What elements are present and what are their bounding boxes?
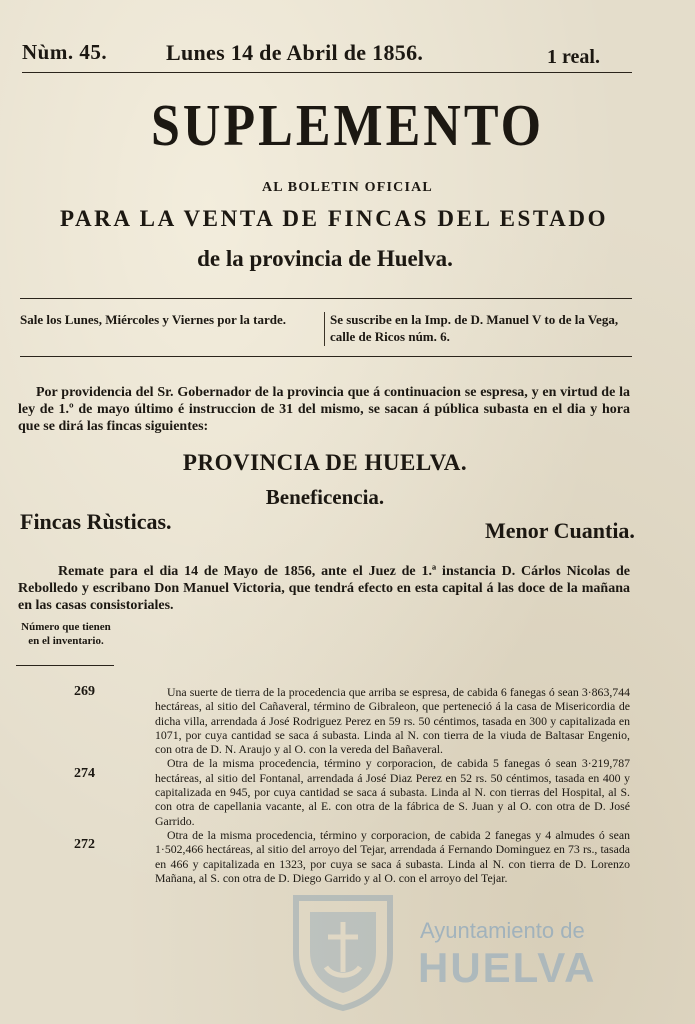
inventory-column-header: Número que tienen en el inventario.	[21, 621, 111, 647]
issue-date: Lunes 14 de Abril de 1856.	[166, 40, 424, 65]
info-divider	[324, 312, 325, 346]
lot-number: 272	[74, 837, 95, 852]
masthead-subtitle-2: PARA LA VENTA DE FINCAS DEL ESTADO	[60, 206, 609, 231]
subscription-info: Se suscribe en la Imp. de D. Manuel V to de la Vega, calle de Ricos núm. 6.	[330, 312, 619, 344]
issue-number: Nùm. 45.	[22, 40, 108, 64]
lot-number: 269	[74, 684, 95, 699]
lot-number: 274	[74, 766, 95, 781]
remate-paragraph: Remate para el dia 14 de Mayo de 1856, ante el Juez de 1.ª instancia D. Cárlos Nicolas de Rebolledo y escribano Don Manuel Victoria, que tendrá efecto en esta capital á las doce de la mañana en las casas consistoriales.	[18, 564, 630, 613]
masthead-subtitle-1: AL BOLETIN OFICIAL	[262, 180, 433, 195]
menor-cuantia-heading: Menor Cuantia.	[485, 518, 635, 543]
watermark-text-line2: HUELVA	[418, 944, 597, 991]
fincas-heading: Fincas Rùsticas.	[20, 509, 172, 534]
intro-paragraph: Por providencia del Sr. Gobernador de la provincia que á continuacion se espresa, y en virtud de la ley de 1.º de mayo último é instruccion de 31 del mismo, se sacan á pública subasta en el dia y hora que se dirá las fincas siguientes:	[18, 385, 630, 434]
lot-description: Otra de la misma procedencia, término y corporacion, de cabida 2 fanegas y 4 almudes ó sean 1·502,466 hectáreas, al sitio del arroyo del Tejar, arrendada á Fernando Dominguez en 73 rs., tasada en 466 y capitalizada en 1323, por cuya se saca á subasta. Linda al N. con tierra de D. Lorenzo Mañana, al S. con otra de D. Diego Garrido y al O. con el arroyo del Tejar.	[155, 827, 630, 885]
masthead-subtitle-3: de la provincia de Huelva.	[197, 246, 453, 271]
category-heading: Beneficencia.	[265, 485, 385, 509]
watermark-text-line1: Ayuntamiento de	[420, 918, 585, 943]
info-bottom-rule	[20, 356, 632, 357]
city-shield-icon	[288, 892, 398, 1012]
lot-entries	[155, 685, 630, 885]
info-top-rule	[20, 298, 632, 299]
lot-description: Una suerte de tierra de la procedencia que arriba se espresa, de cabida 6 fanegas ó sean 3·863,744 hectáreas, al sitio del Cañaveral, término de Gibraleon, que perteneció á la casa de Misericordia de dicha villa, arrendada á José Rodriguez Perez en 59 rs. 50 céntimos, tasada en 300 y capitalizada en 1071, por cuya cantidad se saca á subasta. Linda al N. con tierra de la viuda de Baltasar Engenio, con otra de D. N. Araujo y al O. con la vereda del Bañaveral.	[155, 685, 630, 757]
lot-description: Otra de la misma procedencia, término y corporacion, de cabida 5 fanegas ó sean 3·219,787 hectáreas, al sitio del Fontanal, arrendada á José Diaz Perez en 52 rs. 50 céntimos, tasada en 400 y capitalizada en 945, por cuya cantidad se saca á subasta. Linda al N. con tierras del Hospital, al S. con otra de capellania vacante, al E. con otra de la fábrica de S. Juan y al O. con otra de D. José Garrido.	[155, 756, 630, 828]
issue-price: 1 real.	[547, 46, 600, 68]
province-heading: PROVINCIA DE HUELVA.	[182, 450, 468, 475]
masthead-title: SUPLEMENTO	[150, 93, 545, 159]
inventory-rule	[16, 665, 114, 666]
publication-schedule: Sale los Lunes, Miércoles y Viernes por la tarde.	[20, 312, 286, 327]
header-rule	[22, 72, 632, 73]
